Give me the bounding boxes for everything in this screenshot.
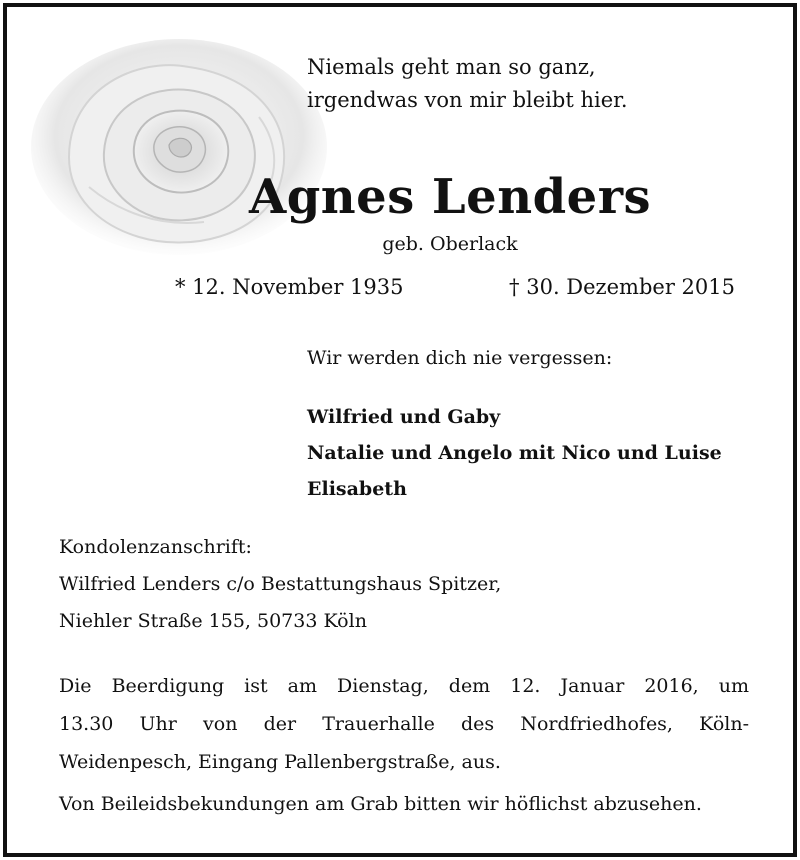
condolence-address [59,529,501,640]
poem [307,51,628,117]
condolence-line: Niehler Straße 155, 50733 Köln [59,610,367,632]
burial-notice [59,667,749,781]
burial-line: Weidenpesch, Eingang Pallenbergstraße, aus. [59,751,501,773]
birth-name: geb. Oberlack [382,233,518,255]
mourners-intro: Wir werden dich nie vergessen: [307,347,613,369]
mourners-list [307,399,722,507]
life-dates [175,275,735,299]
mourner-name: Wilfried und Gaby [307,406,501,428]
closing-note: Von Beileidsbekundungen am Grab bitten wir höflichst abzusehen. [59,793,702,815]
condolence-line: Wilfried Lenders c/o Bestattungshaus Spitzer, [59,573,502,595]
obituary-card [3,3,797,857]
deceased-name: Agnes Lenders [248,169,652,225]
poem-line: irgendwas von mir bleibt hier. [307,88,628,112]
burial-line: Die Beerdigung ist am Dienstag, dem 12. Januar 2016, um [59,675,749,697]
mourner-name: Natalie und Angelo mit Nico und Luise [307,442,722,464]
poem-line: Niemals geht man so ganz, [307,55,596,79]
birth-date: * 12. November 1935 [175,275,404,299]
burial-line: 13.30 Uhr von der Trauerhalle des Nordfriedhofes, Köln- [59,713,749,735]
condolence-line: Kondolenzanschrift: [59,536,252,558]
death-date: † 30. Dezember 2015 [509,275,735,299]
mourner-name: Elisabeth [307,478,407,500]
